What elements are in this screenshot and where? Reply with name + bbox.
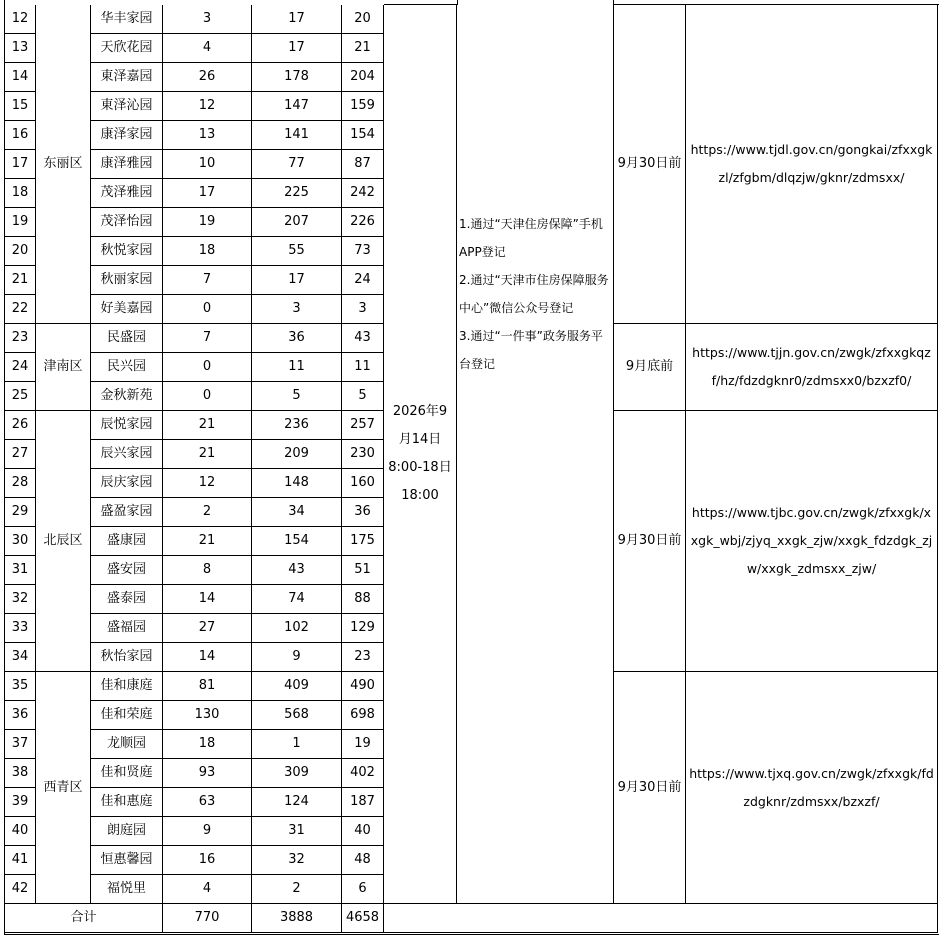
row-name-cell: 康泽雅园 bbox=[91, 150, 163, 179]
row-b-cell: 17 bbox=[252, 5, 342, 34]
row-b-cell: 36 bbox=[252, 324, 342, 353]
row-name-cell: 天欣花园 bbox=[91, 34, 163, 63]
total-a: 770 bbox=[163, 904, 252, 933]
row-a-cell: 63 bbox=[163, 788, 252, 817]
row-a-cell: 18 bbox=[163, 237, 252, 266]
row-name-cell: 秋怡家园 bbox=[91, 643, 163, 672]
row-no-cell: 23 bbox=[5, 324, 36, 353]
row-no-cell: 12 bbox=[5, 5, 36, 34]
row-a-cell: 3 bbox=[163, 5, 252, 34]
row-name-cell: 民兴园 bbox=[91, 353, 163, 382]
row-b-cell: 207 bbox=[252, 208, 342, 237]
row-total-cell: 204 bbox=[342, 63, 384, 92]
row-a-cell: 12 bbox=[163, 469, 252, 498]
row-b-cell: 32 bbox=[252, 846, 342, 875]
row-no-cell: 19 bbox=[5, 208, 36, 237]
row-total-cell: 6 bbox=[342, 875, 384, 904]
row-no-cell: 14 bbox=[5, 63, 36, 92]
row-b-cell: 124 bbox=[252, 788, 342, 817]
row-name-cell: 佳和贤庭 bbox=[91, 759, 163, 788]
row-a-cell: 93 bbox=[163, 759, 252, 788]
register-methods-cell bbox=[457, 5, 614, 904]
district-cell-jinnan: 津南区 bbox=[36, 324, 91, 411]
row-name-cell: 盛盈家园 bbox=[91, 498, 163, 527]
district-cell-dongli: 东丽区 bbox=[36, 5, 91, 324]
row-name-cell: 好美嘉园 bbox=[91, 295, 163, 324]
url-cell-beichen bbox=[686, 411, 938, 672]
row-total-cell: 490 bbox=[342, 672, 384, 701]
row-name-cell: 民盛园 bbox=[91, 324, 163, 353]
row-total-cell: 3 bbox=[342, 295, 384, 324]
row-name-cell: 康泽家园 bbox=[91, 121, 163, 150]
row-no-cell: 15 bbox=[5, 92, 36, 121]
top-border-right bbox=[614, 4, 939, 5]
row-no-cell: 20 bbox=[5, 237, 36, 266]
row-a-cell: 0 bbox=[163, 382, 252, 411]
row-a-cell: 21 bbox=[163, 527, 252, 556]
method-wechat: 2.通过“天津市住房保障服务中心”微信公众号登记 bbox=[459, 273, 609, 315]
row-no-cell: 35 bbox=[5, 672, 36, 701]
row-b-cell: 34 bbox=[252, 498, 342, 527]
row-name-cell: 朗庭园 bbox=[91, 817, 163, 846]
row-b-cell: 568 bbox=[252, 701, 342, 730]
row-no-cell: 18 bbox=[5, 179, 36, 208]
row-total-cell: 21 bbox=[342, 34, 384, 63]
row-b-cell: 209 bbox=[252, 440, 342, 469]
method-app: 1.通过“天津住房保障”手机APP登记 bbox=[459, 217, 603, 259]
row-b-cell: 141 bbox=[252, 121, 342, 150]
deadline-beichen: 9月30日前 bbox=[614, 411, 686, 672]
row-b-cell: 148 bbox=[252, 469, 342, 498]
row-total-cell: 19 bbox=[342, 730, 384, 759]
row-total-cell: 20 bbox=[342, 5, 384, 34]
row-a-cell: 13 bbox=[163, 121, 252, 150]
row-a-cell: 21 bbox=[163, 411, 252, 440]
row-a-cell: 0 bbox=[163, 353, 252, 382]
total-blank bbox=[384, 904, 938, 933]
row-name-cell: 辰兴家园 bbox=[91, 440, 163, 469]
total-label: 合计 bbox=[5, 904, 163, 933]
row-no-cell: 39 bbox=[5, 788, 36, 817]
row-name-cell: 福悦里 bbox=[91, 875, 163, 904]
district-cell-beichen: 北辰区 bbox=[36, 411, 91, 672]
row-a-cell: 17 bbox=[163, 179, 252, 208]
url-cell-xiqing bbox=[686, 672, 938, 904]
row-name-cell: 盛泰园 bbox=[91, 585, 163, 614]
row-no-cell: 32 bbox=[5, 585, 36, 614]
row-a-cell: 0 bbox=[163, 295, 252, 324]
row-total-cell: 257 bbox=[342, 411, 384, 440]
row-a-cell: 21 bbox=[163, 440, 252, 469]
row-total-cell: 51 bbox=[342, 556, 384, 585]
row-total-cell: 24 bbox=[342, 266, 384, 295]
row-name-cell: 金秋新苑 bbox=[91, 382, 163, 411]
row-b-cell: 102 bbox=[252, 614, 342, 643]
row-name-cell: 盛安园 bbox=[91, 556, 163, 585]
row-no-cell: 31 bbox=[5, 556, 36, 585]
row-total-cell: 88 bbox=[342, 585, 384, 614]
row-no-cell: 17 bbox=[5, 150, 36, 179]
row-b-cell: 17 bbox=[252, 34, 342, 63]
row-name-cell: 佳和惠庭 bbox=[91, 788, 163, 817]
row-name-cell: 佳和荣庭 bbox=[91, 701, 163, 730]
row-total-cell: 226 bbox=[342, 208, 384, 237]
row-b-cell: 9 bbox=[252, 643, 342, 672]
row-a-cell: 81 bbox=[163, 672, 252, 701]
total-sum: 4658 bbox=[342, 904, 384, 933]
url-dongli[interactable]: https://www.tjdl.gov.cn/gongkai/zfxxgkzl/zfgbm/dlqzjw/gknr/zdmsxx/ bbox=[690, 142, 933, 185]
row-name-cell: 佳和康庭 bbox=[91, 672, 163, 701]
deadline-jinnan: 9月底前 bbox=[614, 324, 686, 411]
row-a-cell: 14 bbox=[163, 585, 252, 614]
row-a-cell: 27 bbox=[163, 614, 252, 643]
row-a-cell: 19 bbox=[163, 208, 252, 237]
row-name-cell: 辰悦家园 bbox=[91, 411, 163, 440]
row-name-cell: 秋丽家园 bbox=[91, 266, 163, 295]
row-b-cell: 154 bbox=[252, 527, 342, 556]
row-total-cell: 242 bbox=[342, 179, 384, 208]
row-total-cell: 154 bbox=[342, 121, 384, 150]
row-total-cell: 40 bbox=[342, 817, 384, 846]
bottom-border bbox=[4, 934, 939, 935]
row-a-cell: 9 bbox=[163, 817, 252, 846]
row-b-cell: 74 bbox=[252, 585, 342, 614]
row-name-cell: 恒惠馨园 bbox=[91, 846, 163, 875]
row-b-cell: 2 bbox=[252, 875, 342, 904]
row-b-cell: 309 bbox=[252, 759, 342, 788]
row-a-cell: 7 bbox=[163, 324, 252, 353]
district-cell-xiqing: 西青区 bbox=[36, 672, 91, 904]
row-name-cell: 茂泽怡园 bbox=[91, 208, 163, 237]
row-no-cell: 25 bbox=[5, 382, 36, 411]
row-b-cell: 1 bbox=[252, 730, 342, 759]
register-time-text: 2026年9月14日8:00-18日18:00 bbox=[388, 404, 452, 503]
row-b-cell: 43 bbox=[252, 556, 342, 585]
row-b-cell: 5 bbox=[252, 382, 342, 411]
row-no-cell: 29 bbox=[5, 498, 36, 527]
row-a-cell: 8 bbox=[163, 556, 252, 585]
row-no-cell: 22 bbox=[5, 295, 36, 324]
row-a-cell: 12 bbox=[163, 92, 252, 121]
row-total-cell: 230 bbox=[342, 440, 384, 469]
row-total-cell: 43 bbox=[342, 324, 384, 353]
row-total-cell: 698 bbox=[342, 701, 384, 730]
row-name-cell: 盛康园 bbox=[91, 527, 163, 556]
row-total-cell: 48 bbox=[342, 846, 384, 875]
url-beichen[interactable]: https://www.tjbc.gov.cn/zwgk/zfxxgk/xxgk_wbj/zjyq_xxgk_zjw/xxgk_fdzdgk_zjw/xxgk_zdmsxx_zjw/ bbox=[690, 505, 933, 576]
row-no-cell: 28 bbox=[5, 469, 36, 498]
total-b: 3888 bbox=[252, 904, 342, 933]
row-no-cell: 37 bbox=[5, 730, 36, 759]
row-no-cell: 33 bbox=[5, 614, 36, 643]
url-cell-jinnan bbox=[686, 324, 938, 411]
row-total-cell: 129 bbox=[342, 614, 384, 643]
row-a-cell: 18 bbox=[163, 730, 252, 759]
method-platform: 3.通过“一件事”政务服务平台登记 bbox=[459, 329, 603, 371]
row-name-cell: 华丰家园 bbox=[91, 5, 163, 34]
row-b-cell: 147 bbox=[252, 92, 342, 121]
row-no-cell: 36 bbox=[5, 701, 36, 730]
row-total-cell: 5 bbox=[342, 382, 384, 411]
row-b-cell: 77 bbox=[252, 150, 342, 179]
row-no-cell: 40 bbox=[5, 817, 36, 846]
row-b-cell: 225 bbox=[252, 179, 342, 208]
url-xiqing[interactable]: https://www.tjxq.gov.cn/zwgk/zfxxgk/fdzdgknr/zdmsxx/bzxzf/ bbox=[689, 765, 934, 809]
row-a-cell: 10 bbox=[163, 150, 252, 179]
row-a-cell: 4 bbox=[163, 875, 252, 904]
row-total-cell: 187 bbox=[342, 788, 384, 817]
row-name-cell: 辰庆家园 bbox=[91, 469, 163, 498]
row-no-cell: 24 bbox=[5, 353, 36, 382]
deadline-xiqing: 9月30日前 bbox=[614, 672, 686, 904]
row-no-cell: 21 bbox=[5, 266, 36, 295]
row-no-cell: 42 bbox=[5, 875, 36, 904]
row-b-cell: 11 bbox=[252, 353, 342, 382]
row-name-cell: 盛福园 bbox=[91, 614, 163, 643]
row-b-cell: 178 bbox=[252, 63, 342, 92]
top-border-time bbox=[384, 4, 457, 5]
row-name-cell: 茂泽雅园 bbox=[91, 179, 163, 208]
row-total-cell: 11 bbox=[342, 353, 384, 382]
row-total-cell: 160 bbox=[342, 469, 384, 498]
row-a-cell: 7 bbox=[163, 266, 252, 295]
row-a-cell: 4 bbox=[163, 34, 252, 63]
row-b-cell: 409 bbox=[252, 672, 342, 701]
row-b-cell: 3 bbox=[252, 295, 342, 324]
row-no-cell: 16 bbox=[5, 121, 36, 150]
row-no-cell: 30 bbox=[5, 527, 36, 556]
row-total-cell: 36 bbox=[342, 498, 384, 527]
row-b-cell: 55 bbox=[252, 237, 342, 266]
row-no-cell: 26 bbox=[5, 411, 36, 440]
row-a-cell: 26 bbox=[163, 63, 252, 92]
row-total-cell: 159 bbox=[342, 92, 384, 121]
row-total-cell: 73 bbox=[342, 237, 384, 266]
row-total-cell: 23 bbox=[342, 643, 384, 672]
row-total-cell: 402 bbox=[342, 759, 384, 788]
row-no-cell: 41 bbox=[5, 846, 36, 875]
row-a-cell: 14 bbox=[163, 643, 252, 672]
row-b-cell: 31 bbox=[252, 817, 342, 846]
row-no-cell: 38 bbox=[5, 759, 36, 788]
top-stub-line bbox=[457, 0, 458, 5]
row-b-cell: 17 bbox=[252, 266, 342, 295]
row-total-cell: 175 bbox=[342, 527, 384, 556]
row-no-cell: 13 bbox=[5, 34, 36, 63]
url-cell-dongli bbox=[686, 5, 938, 324]
row-name-cell: 東泽沁园 bbox=[91, 92, 163, 121]
row-a-cell: 2 bbox=[163, 498, 252, 527]
row-a-cell: 16 bbox=[163, 846, 252, 875]
register-time-cell bbox=[384, 5, 457, 904]
row-name-cell: 龙顺园 bbox=[91, 730, 163, 759]
row-no-cell: 27 bbox=[5, 440, 36, 469]
row-name-cell: 秋悦家园 bbox=[91, 237, 163, 266]
row-name-cell: 東泽嘉园 bbox=[91, 63, 163, 92]
row-a-cell: 130 bbox=[163, 701, 252, 730]
url-jinnan[interactable]: https://www.tjjn.gov.cn/zwgk/zfxxgkqzf/hz/fdzdgknr0/zdmsxx0/bzxzf0/ bbox=[692, 345, 931, 388]
deadline-dongli: 9月30日前 bbox=[614, 5, 686, 324]
row-total-cell: 87 bbox=[342, 150, 384, 179]
row-no-cell: 34 bbox=[5, 643, 36, 672]
row-b-cell: 236 bbox=[252, 411, 342, 440]
